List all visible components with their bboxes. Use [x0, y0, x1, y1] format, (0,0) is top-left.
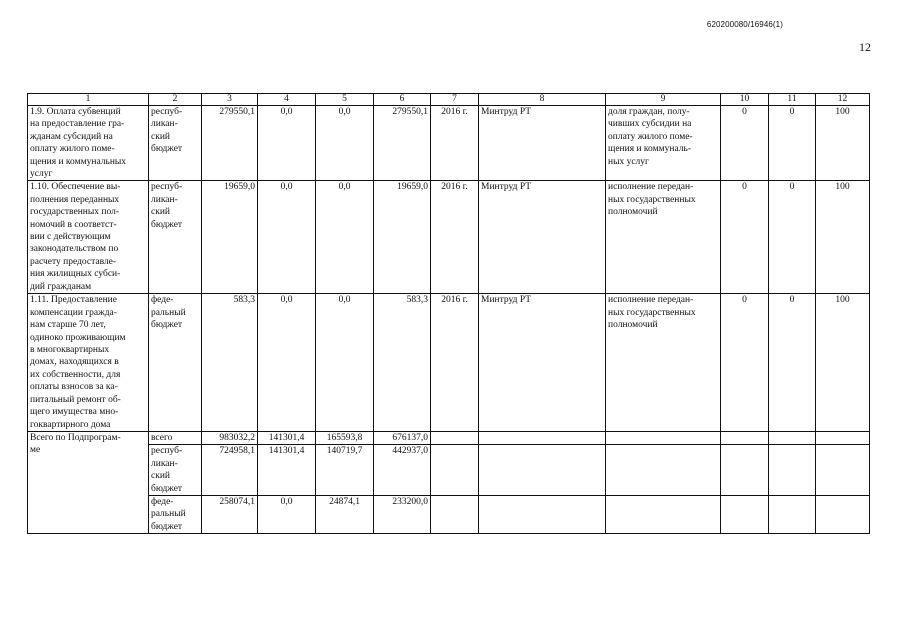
- year: 2016 г.: [431, 294, 479, 431]
- empty-cell: [769, 495, 816, 533]
- value-col11: 0: [769, 106, 816, 181]
- executor: Минтруд РТ: [479, 294, 606, 431]
- amount-col5: 24874,1: [316, 495, 374, 533]
- value-col12: 100: [816, 106, 870, 181]
- funding-source: феде- ральный бюджет: [149, 294, 202, 431]
- total-row: [28, 445, 870, 496]
- empty-cell: [816, 495, 870, 533]
- funding-source: респуб- ликан- ский бюджет: [149, 445, 202, 496]
- amount-total: 724958,1: [202, 445, 258, 496]
- table-row: [28, 106, 870, 181]
- column-number: 4: [258, 94, 316, 106]
- value-col11: 0: [769, 181, 816, 294]
- empty-cell: [479, 431, 606, 444]
- value-col11: 0: [769, 294, 816, 431]
- empty-cell: [721, 495, 769, 533]
- amount-col6: 279550,1: [374, 106, 431, 181]
- amount-col4: 0,0: [258, 181, 316, 294]
- amount-total: 583,3: [202, 294, 258, 431]
- indicator: доля граждан, полу- чивших субсидии на оплату жилого поме- щения и коммуналь- ных услуг: [606, 106, 721, 181]
- amount-col6: 583,3: [374, 294, 431, 431]
- table-row: [28, 181, 870, 294]
- empty-cell: [606, 431, 721, 444]
- empty-cell: [606, 445, 721, 496]
- empty-cell: [431, 495, 479, 533]
- amount-total: 258074,1: [202, 495, 258, 533]
- measure-name: 1.9. Оплата субвенций на предоставление гра- жданам субсидий на оплату жилого поме- щения и коммунальных услуг: [28, 106, 149, 181]
- measure-name: 1.11. Предоставление компенсации гражда- нам старше 70 лет, одиноко проживающим в многоквартирных домах, находящихся в их собственности, для оплаты взносов за ка- питальный ремонт об- щего имущества мно- гоквартирного дома: [28, 294, 149, 431]
- amount-col4: 0,0: [258, 294, 316, 431]
- empty-cell: [769, 445, 816, 496]
- value-col10: 0: [721, 181, 769, 294]
- empty-cell: [769, 431, 816, 444]
- year: 2016 г.: [431, 106, 479, 181]
- column-number: 9: [606, 94, 721, 106]
- value-col10: 0: [721, 294, 769, 431]
- column-number: 2: [149, 94, 202, 106]
- amount-col5: 0,0: [316, 106, 374, 181]
- table-row: [28, 294, 870, 431]
- amount-col4: 141301,4: [258, 445, 316, 496]
- amount-col6: 19659,0: [374, 181, 431, 294]
- column-number: 11: [769, 94, 816, 106]
- column-number: 10: [721, 94, 769, 106]
- column-number: 7: [431, 94, 479, 106]
- executor: Минтруд РТ: [479, 181, 606, 294]
- value-col12: 100: [816, 294, 870, 431]
- amount-col4: 0,0: [258, 106, 316, 181]
- funding-source: феде- ральный бюджет: [149, 495, 202, 533]
- program-table: [27, 93, 870, 534]
- empty-cell: [431, 431, 479, 444]
- measure-name: 1.10. Обеспечение вы- полнения переданных государственных пол- номочий в соответст- вии с действующим законодательством по расчету предоставле- ния жилищных субси- дий гражданам: [28, 181, 149, 294]
- column-number-row: [28, 94, 870, 106]
- column-number: 6: [374, 94, 431, 106]
- empty-cell: [816, 445, 870, 496]
- total-row: [28, 495, 870, 533]
- indicator: исполнение передан- ных государственных полномочий: [606, 294, 721, 431]
- amount-col6: 676137,0: [374, 431, 431, 444]
- column-number: 1: [28, 94, 149, 106]
- empty-cell: [479, 445, 606, 496]
- empty-cell: [431, 445, 479, 496]
- amount-col5: 0,0: [316, 294, 374, 431]
- amount-col5: 0,0: [316, 181, 374, 294]
- empty-cell: [606, 495, 721, 533]
- funding-source: респуб- ликан- ский бюджет: [149, 181, 202, 294]
- executor: Минтруд РТ: [479, 106, 606, 181]
- amount-col5: 140719,7: [316, 445, 374, 496]
- amount-total: 279550,1: [202, 106, 258, 181]
- empty-cell: [721, 445, 769, 496]
- amount-total: 983032,2: [202, 431, 258, 444]
- column-number: 3: [202, 94, 258, 106]
- amount-col5: 165593,8: [316, 431, 374, 444]
- funding-source: респуб- ликан- ский бюджет: [149, 106, 202, 181]
- page-number: 12: [859, 40, 871, 54]
- column-number: 12: [816, 94, 870, 106]
- funding-source: всего: [149, 431, 202, 444]
- empty-cell: [816, 431, 870, 444]
- amount-col6: 233200,0: [374, 495, 431, 533]
- amount-col4: 0,0: [258, 495, 316, 533]
- column-number: 5: [316, 94, 374, 106]
- total-label: Всего по Подпрограм- ме: [28, 431, 149, 533]
- empty-cell: [721, 431, 769, 444]
- column-number: 8: [479, 94, 606, 106]
- amount-col4: 141301,4: [258, 431, 316, 444]
- empty-cell: [479, 495, 606, 533]
- amount-col6: 442937,0: [374, 445, 431, 496]
- value-col10: 0: [721, 106, 769, 181]
- amount-total: 19659,0: [202, 181, 258, 294]
- year: 2016 г.: [431, 181, 479, 294]
- document-id: 620200080/16946(1): [706, 20, 783, 29]
- total-row: [28, 431, 870, 444]
- value-col12: 100: [816, 181, 870, 294]
- indicator: исполнение передан- ных государственных полномочий: [606, 181, 721, 294]
